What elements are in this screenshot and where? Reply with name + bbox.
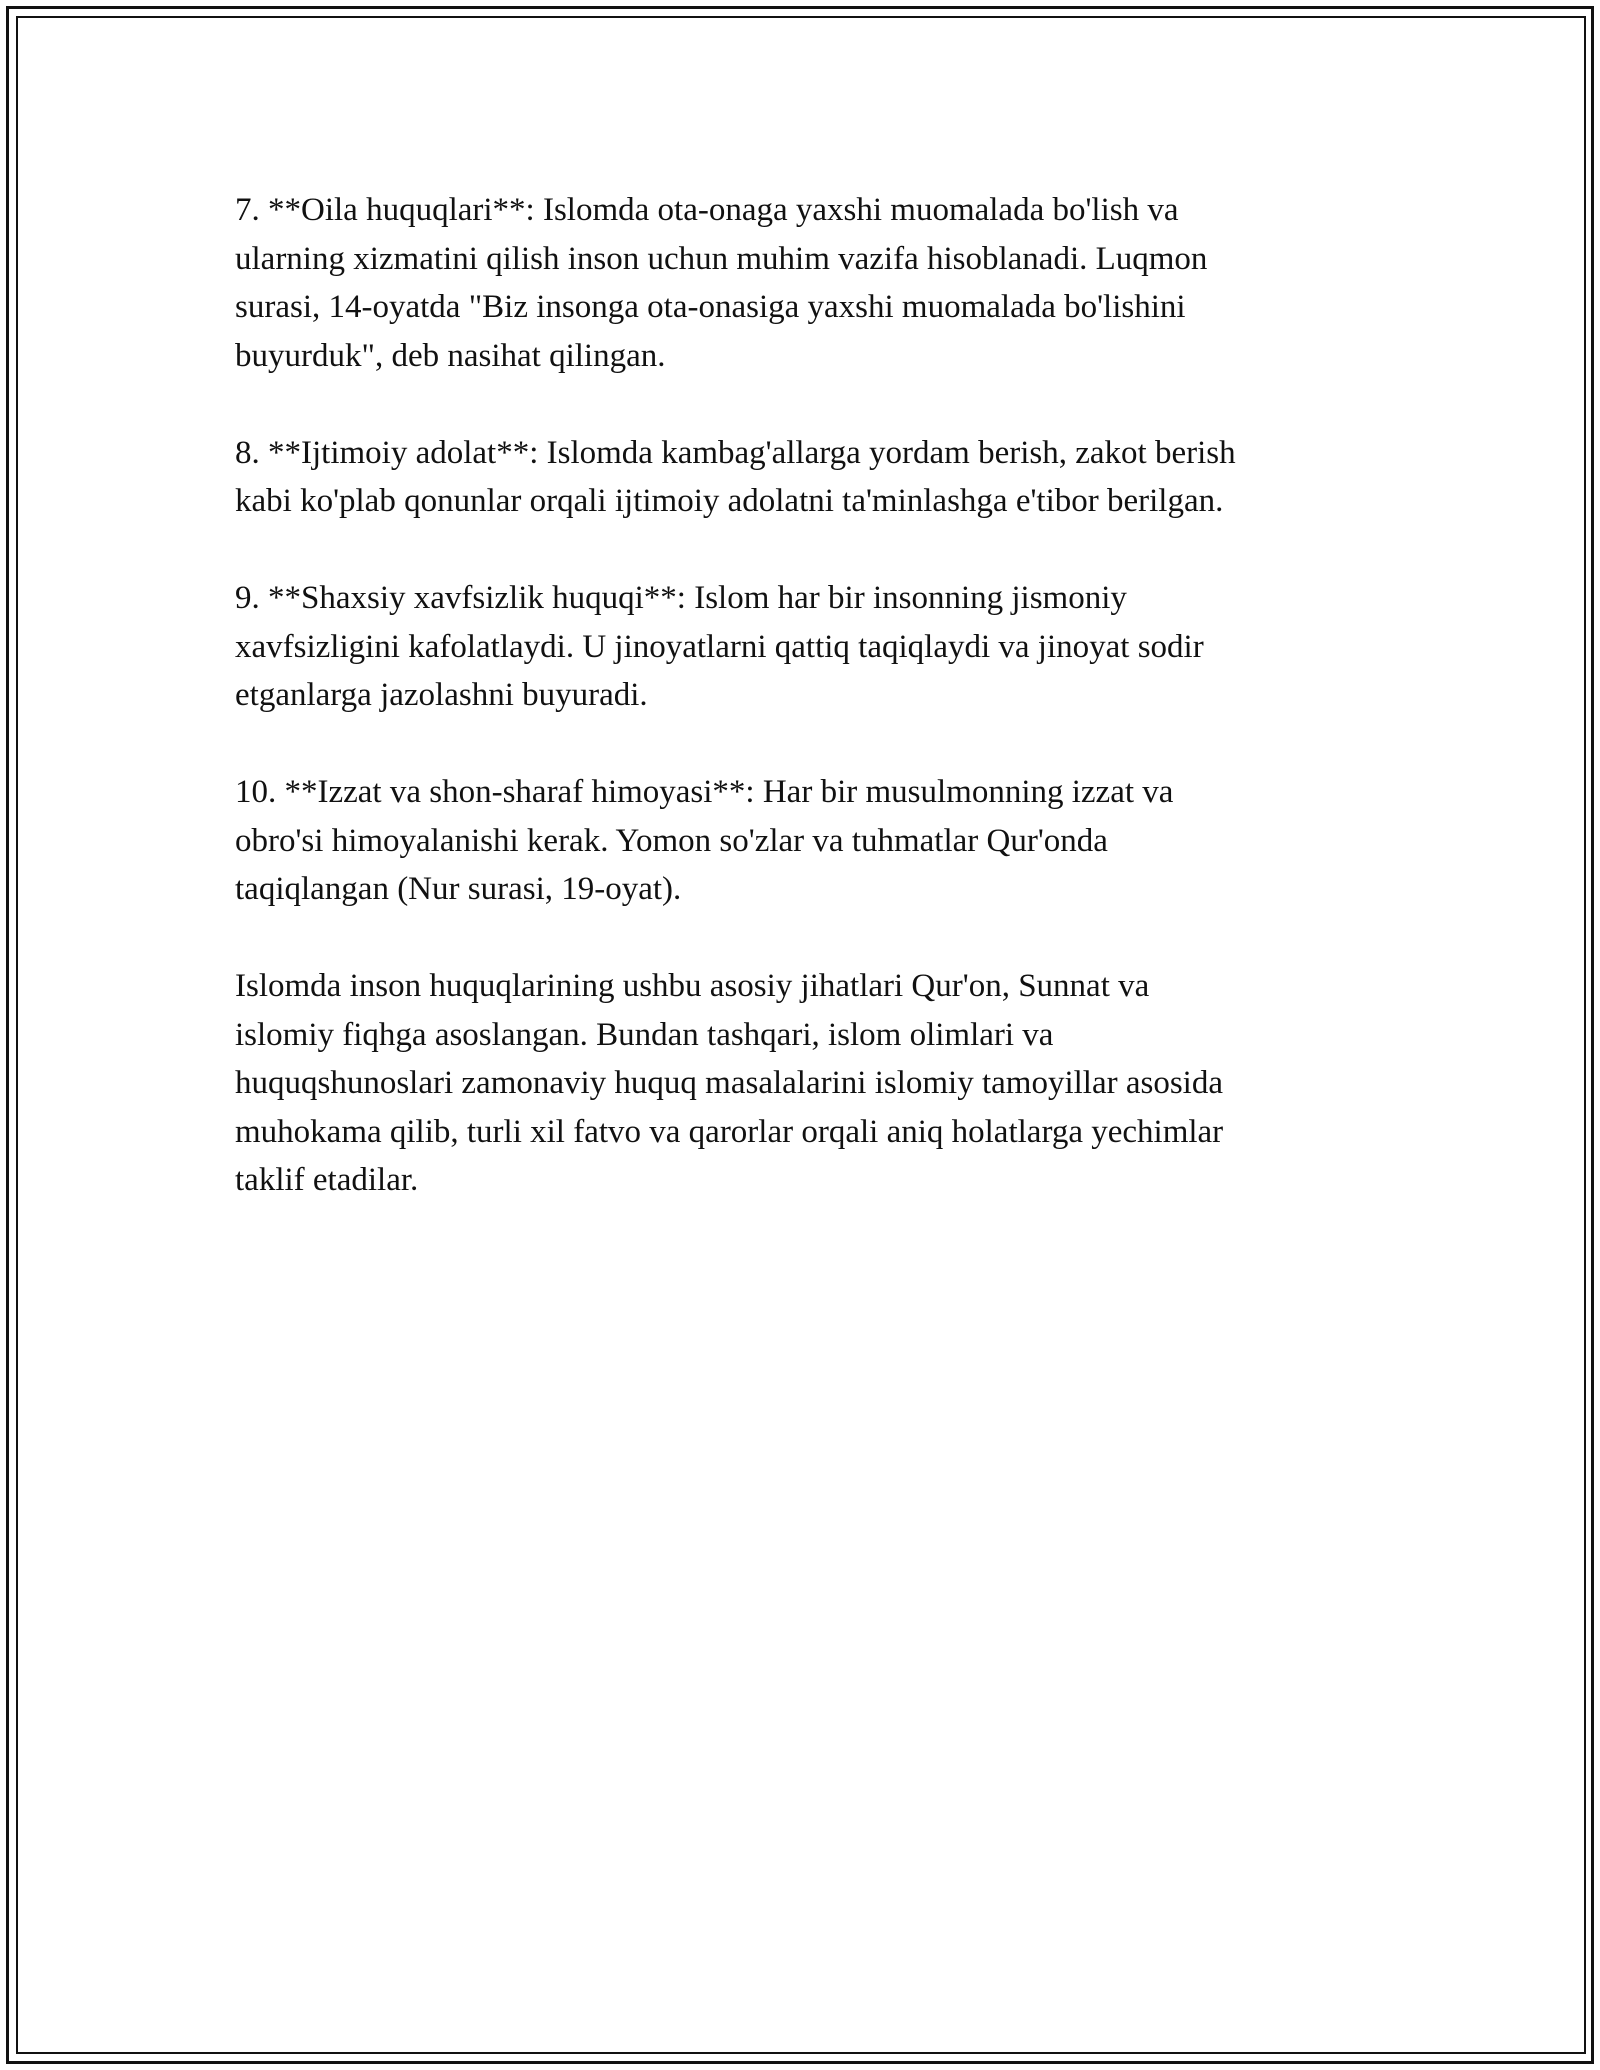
paragraph-honor-protection	[235, 768, 1365, 914]
text-line: taqiqlangan (Nur surasi, 19-oyat).	[235, 871, 682, 907]
paragraph-conclusion	[235, 962, 1365, 1205]
text-line: 7. **Oila huquqlari**: Islomda ota-onaga yaxshi muomalada bo'lish va	[235, 192, 1179, 228]
text-line: 9. **Shaxsiy xavfsizlik huquqi**: Islom har bir insonning jismoniy	[235, 580, 1127, 616]
text-line: huquqshunoslari zamonaviy huquq masalalarini islomiy tamoyillar asosida	[235, 1065, 1223, 1101]
text-line: surasi, 14-oyatda "Biz insonga ota-onasiga yaxshi muomalada bo'lishini	[235, 289, 1186, 325]
paragraph-personal-security	[235, 574, 1365, 720]
document-body	[235, 186, 1365, 1253]
paragraph-family-rights	[235, 186, 1365, 380]
text-line: etganlarga jazolashni buyuradi.	[235, 677, 648, 713]
text-line: muhokama qilib, turli xil fatvo va qarorlar orqali aniq holatlarga yechimlar	[235, 1113, 1224, 1150]
text-line: 10. **Izzat va shon-sharaf himoyasi**: Har bir musulmonning izzat va	[235, 774, 1174, 810]
text-line: obro'si himoyalanishi kerak. Yomon so'zlar va tuhmatlar Qur'onda	[235, 822, 1108, 859]
paragraph-social-justice	[235, 429, 1365, 526]
text-line: kabi ko'plab qonunlar orqali ijtimoiy adolatni ta'minlashga e'tibor berilgan.	[235, 483, 1224, 519]
text-line: xavfsizligini kafolatlaydi. U jinoyatlarni qattiq taqiqlaydi va jinoyat sodir	[235, 628, 1204, 665]
text-line: ularning xizmatini qilish inson uchun muhim vazifa hisoblanadi. Luqmon	[235, 240, 1208, 277]
text-line: buyurduk", deb nasihat qilingan.	[235, 337, 666, 374]
text-line: islomiy fiqhga asoslangan. Bundan tashqari, islom olimlari va	[235, 1016, 1054, 1053]
text-line: taklif etadilar.	[235, 1162, 419, 1198]
text-line: 8. **Ijtimoiy adolat**: Islomda kambag'allarga yordam berish, zakot berish	[235, 434, 1236, 471]
text-line: Islomda inson huquqlarining ushbu asosiy jihatlari Qur'on, Sunnat va	[235, 968, 1150, 1004]
